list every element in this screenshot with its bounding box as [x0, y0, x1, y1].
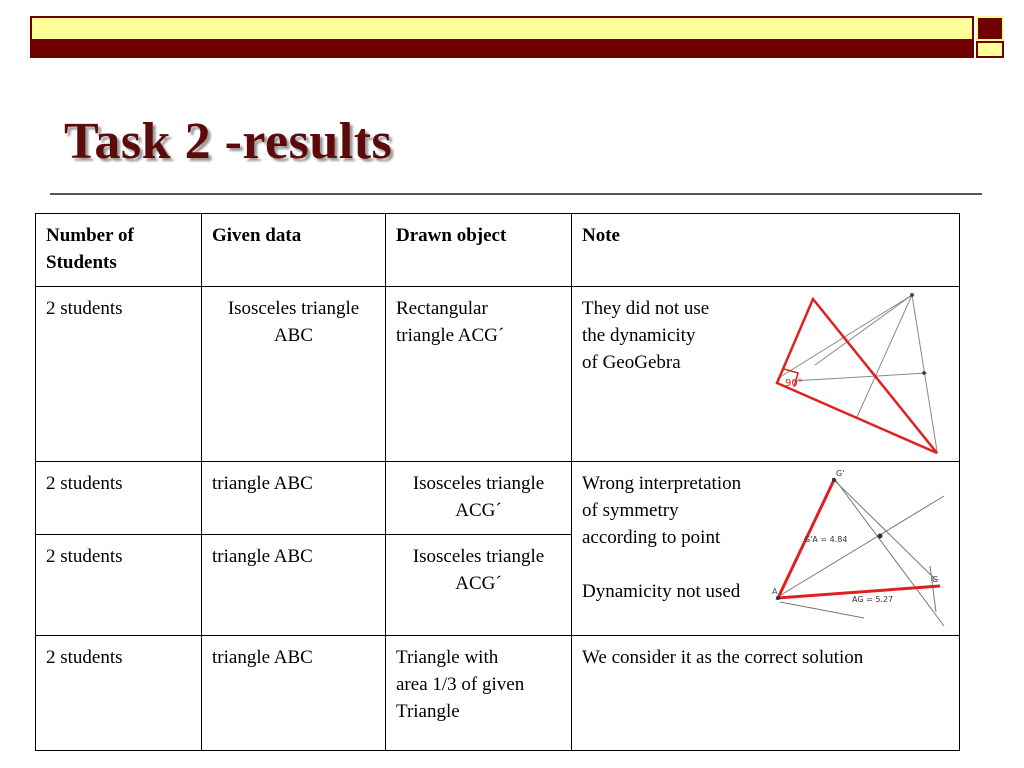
figure1-red-triangle — [777, 299, 937, 453]
cell-given: triangle ABC — [202, 462, 386, 535]
title-divider — [50, 193, 982, 195]
header-students-line1: Number of — [46, 225, 134, 246]
header-drawn: Drawn object — [386, 214, 572, 287]
header-square-yellow — [976, 41, 1004, 58]
figure1-line — [792, 373, 927, 381]
cell-students: 2 students — [36, 535, 202, 636]
figure1-point — [910, 293, 914, 297]
header-decoration — [30, 16, 1004, 58]
cell-note: We consider it as the correct solution — [572, 636, 960, 751]
cell-drawn — [386, 462, 572, 535]
figure2-line — [930, 566, 939, 612]
figure2-point — [832, 478, 836, 482]
cell-note — [572, 287, 960, 462]
cell-students: 2 students — [36, 287, 202, 462]
figure2-red-sides — [778, 480, 940, 598]
header-students — [36, 214, 202, 287]
header-note: Note — [572, 214, 960, 287]
header-square-red — [976, 16, 1004, 41]
table-row — [36, 462, 960, 535]
cell-drawn — [386, 535, 572, 636]
figure2-point — [878, 534, 883, 539]
table-row — [36, 636, 960, 751]
cell-note-text: They did not use the dynamicity of GeoGebra — [582, 298, 710, 373]
figure2-line — [832, 478, 936, 580]
cell-drawn — [386, 636, 572, 751]
cell-note — [572, 462, 960, 636]
results-table — [35, 213, 960, 751]
figure-right-triangle — [772, 291, 952, 457]
figure2-label-g: G — [932, 575, 939, 584]
figure2-length-ag: AG = 5.27 — [852, 595, 894, 604]
figure1-point — [922, 371, 926, 375]
cell-drawn-text: Triangle with area 1/3 of given Triangle — [396, 647, 525, 722]
header-bar-red — [30, 41, 974, 58]
header-given: Given data — [202, 214, 386, 287]
header-bar-yellow — [30, 16, 974, 41]
header-students-line2: Students — [46, 252, 117, 273]
cell-given: triangle ABC — [202, 535, 386, 636]
page-title: Task 2 -results — [64, 113, 393, 170]
figure1-line — [815, 295, 912, 365]
figure1-angle-label: 90° — [785, 378, 803, 389]
cell-students: 2 students — [36, 462, 202, 535]
table-header-row — [36, 214, 960, 287]
cell-drawn — [386, 287, 572, 462]
cell-note-text: Wrong interpretation of symmetry according to point Dynamicity not used — [582, 473, 742, 602]
figure-isosceles-triangle — [772, 470, 954, 630]
figure2-label-g-prime: G' — [836, 470, 845, 478]
figure1-line — [857, 295, 912, 417]
figure2-line — [780, 602, 864, 618]
cell-given: triangle ABC — [202, 636, 386, 751]
figure2-length-ga: G'A = 4.84 — [804, 535, 848, 544]
cell-given: Isosceles triangle ABC — [202, 287, 386, 462]
cell-drawn-text: Rectangular triangle ACG´ — [396, 298, 505, 346]
figure2-label-a: A — [772, 587, 778, 596]
cell-drawn-text: Isosceles triangle ACG´ — [412, 546, 545, 594]
cell-students: 2 students — [36, 636, 202, 751]
table-row — [36, 287, 960, 462]
figure2-point — [776, 596, 780, 600]
cell-drawn-text: Isosceles triangle ACG´ — [412, 473, 545, 521]
